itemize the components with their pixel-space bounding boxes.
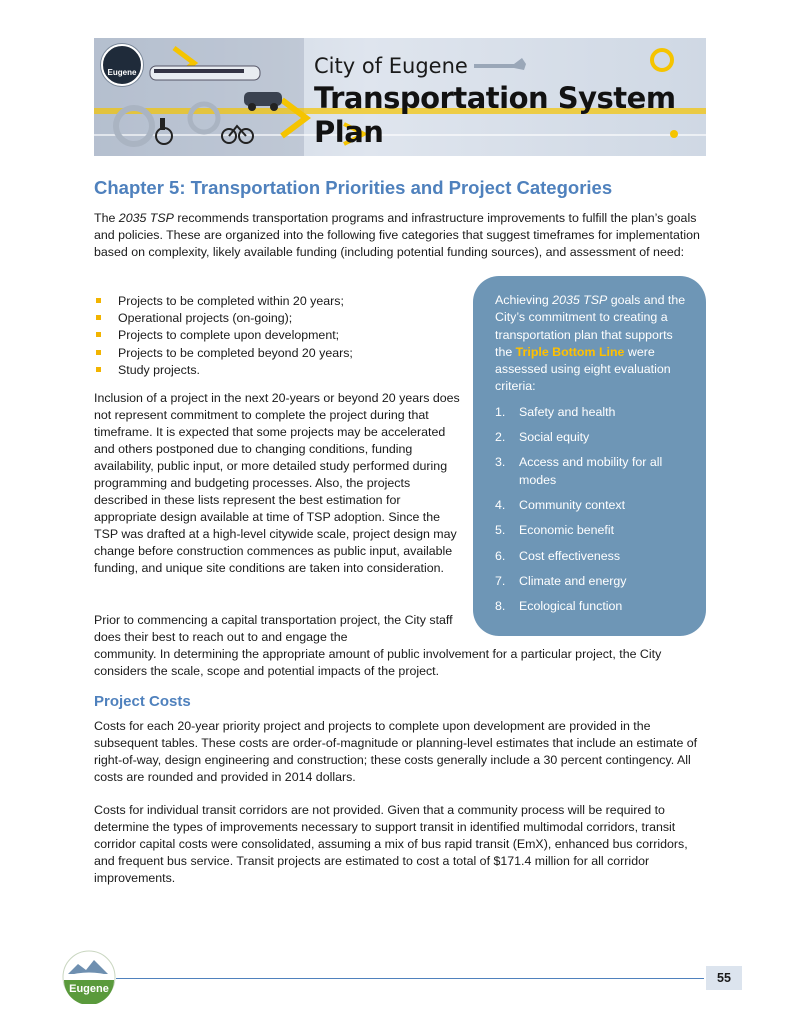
criterion-label: Climate and energy xyxy=(519,573,627,588)
list-item xyxy=(495,404,686,421)
criterion-label: Economic benefit xyxy=(519,523,615,538)
eugene-footer-logo xyxy=(62,950,116,1004)
list-item: Projects to be completed beyond 20 years; xyxy=(94,345,353,362)
criterion-number: 6. xyxy=(495,548,506,563)
list-item xyxy=(495,598,686,615)
list-item: Projects to complete upon development; xyxy=(94,327,353,344)
criterion-label: Community context xyxy=(519,497,626,512)
sidebar-intro-c: were assessed using eight evaluation criteria: xyxy=(495,344,671,394)
footer-divider xyxy=(116,978,704,979)
header-banner xyxy=(94,38,706,156)
criterion-number: 4. xyxy=(495,497,506,512)
criterion-label: Safety and health xyxy=(519,404,616,419)
criterion-label: Cost effectiveness xyxy=(519,548,621,563)
criterion-label: Social equity xyxy=(519,430,590,445)
evaluation-criteria-sidebar xyxy=(473,276,706,636)
list-item xyxy=(495,573,686,590)
criterion-number: 3. xyxy=(495,455,506,470)
list-item xyxy=(495,522,686,539)
plan-title: Transportation System Plan xyxy=(314,81,676,149)
intro-text-end: recommends transportation programs and infrastructure improvements to fulfill the plan’s goals and policies. These are organized into the following five categories that suggest timeframes for implementation based on complexity, likely available funding (including potential funding sources), and assessment of need: xyxy=(94,211,700,259)
eugene-logo-badge xyxy=(101,44,143,86)
intro-paragraph xyxy=(94,210,706,261)
list-item: Operational projects (on-going); xyxy=(94,310,353,327)
sidebar-intro-a: Achieving xyxy=(495,293,553,307)
sidebar-tsp-italic: 2035 TSP xyxy=(552,293,608,307)
category-list xyxy=(94,293,353,379)
city-name: City of Eugene xyxy=(314,54,468,78)
project-costs-heading: Project Costs xyxy=(94,693,191,710)
sidebar-intro xyxy=(495,292,686,396)
chapter-title: Chapter 5: Transportation Priorities and Project Categories xyxy=(94,177,613,198)
intro-text-start: The xyxy=(94,211,119,225)
criterion-label: Access and mobility for all modes xyxy=(519,455,663,487)
engagement-text-narrow: Prior to commencing a capital transportation project, the City staff does their best to reach out to and engage the xyxy=(94,613,453,644)
page-number: 55 xyxy=(706,966,742,990)
list-item: Projects to be completed within 20 years; xyxy=(94,293,353,310)
logo-text: Eugene xyxy=(107,68,137,77)
list-item xyxy=(495,454,686,489)
intro-tsp-italic: 2035 TSP xyxy=(118,211,174,225)
engagement-text-wide: community. In determining the appropriate amount of public involvement for a particular project, the City considers the scale, scope and potential impacts of the project. xyxy=(94,647,662,678)
criterion-number: 2. xyxy=(495,430,506,445)
criterion-number: 5. xyxy=(495,523,506,538)
criterion-number: 1. xyxy=(495,404,506,419)
criteria-list xyxy=(495,404,686,616)
list-item xyxy=(495,497,686,514)
criterion-number: 8. xyxy=(495,599,506,614)
costs-paragraph-1: Costs for each 20-year priority project and projects to complete upon development are provided in the subsequent tables. These costs are order-of-magnitude or planning-level estimates that include an estimate of right-of-way, design engineering and construction; these costs generally include a 30 percent contingency. All costs are rounded and provided in 2014 dollars. xyxy=(94,719,698,784)
sidebar-intro-b: goals and the City’s commitment to creating a transportation plan that supports the xyxy=(495,293,686,359)
list-item xyxy=(495,548,686,565)
costs-paragraph-2: Costs for individual transit corridors are not provided. Given that a community process will be required to determine the types of improvements necessary to support transit in identified multimodal corridors, transit corridor capital costs were consolidated, assuming a mix of bus rapid transit (EmX), enhanced bus corridors, and frequent bus service. Transit projects are estimated to cost a total of $171.4 million for all corridor improvements. xyxy=(94,803,688,885)
criterion-number: 7. xyxy=(495,573,506,588)
triple-bottom-line-highlight: Triple Bottom Line xyxy=(515,344,625,359)
inclusion-paragraph: Inclusion of a project in the next 20-years or beyond 20 years does not represent commitment to complete the project during that timeframe. It is expected that some projects may be accelerated and others postponed due to changing conditions, funding availability, public input, or more detailed study performed during programming and budgeting processes. Also, the projects described in these lists represent the best estimation for appropriate design available at time of TSP adoption. Since the TSP was drafted at a high-level citywide scale, project design may change before construction commences as public input, available funding, and unique site conditions are taken into consideration. xyxy=(94,391,460,575)
list-item xyxy=(495,429,686,446)
list-item: Study projects. xyxy=(94,362,353,379)
footer-logo-text: Eugene xyxy=(69,983,109,995)
criterion-label: Ecological function xyxy=(519,599,623,614)
